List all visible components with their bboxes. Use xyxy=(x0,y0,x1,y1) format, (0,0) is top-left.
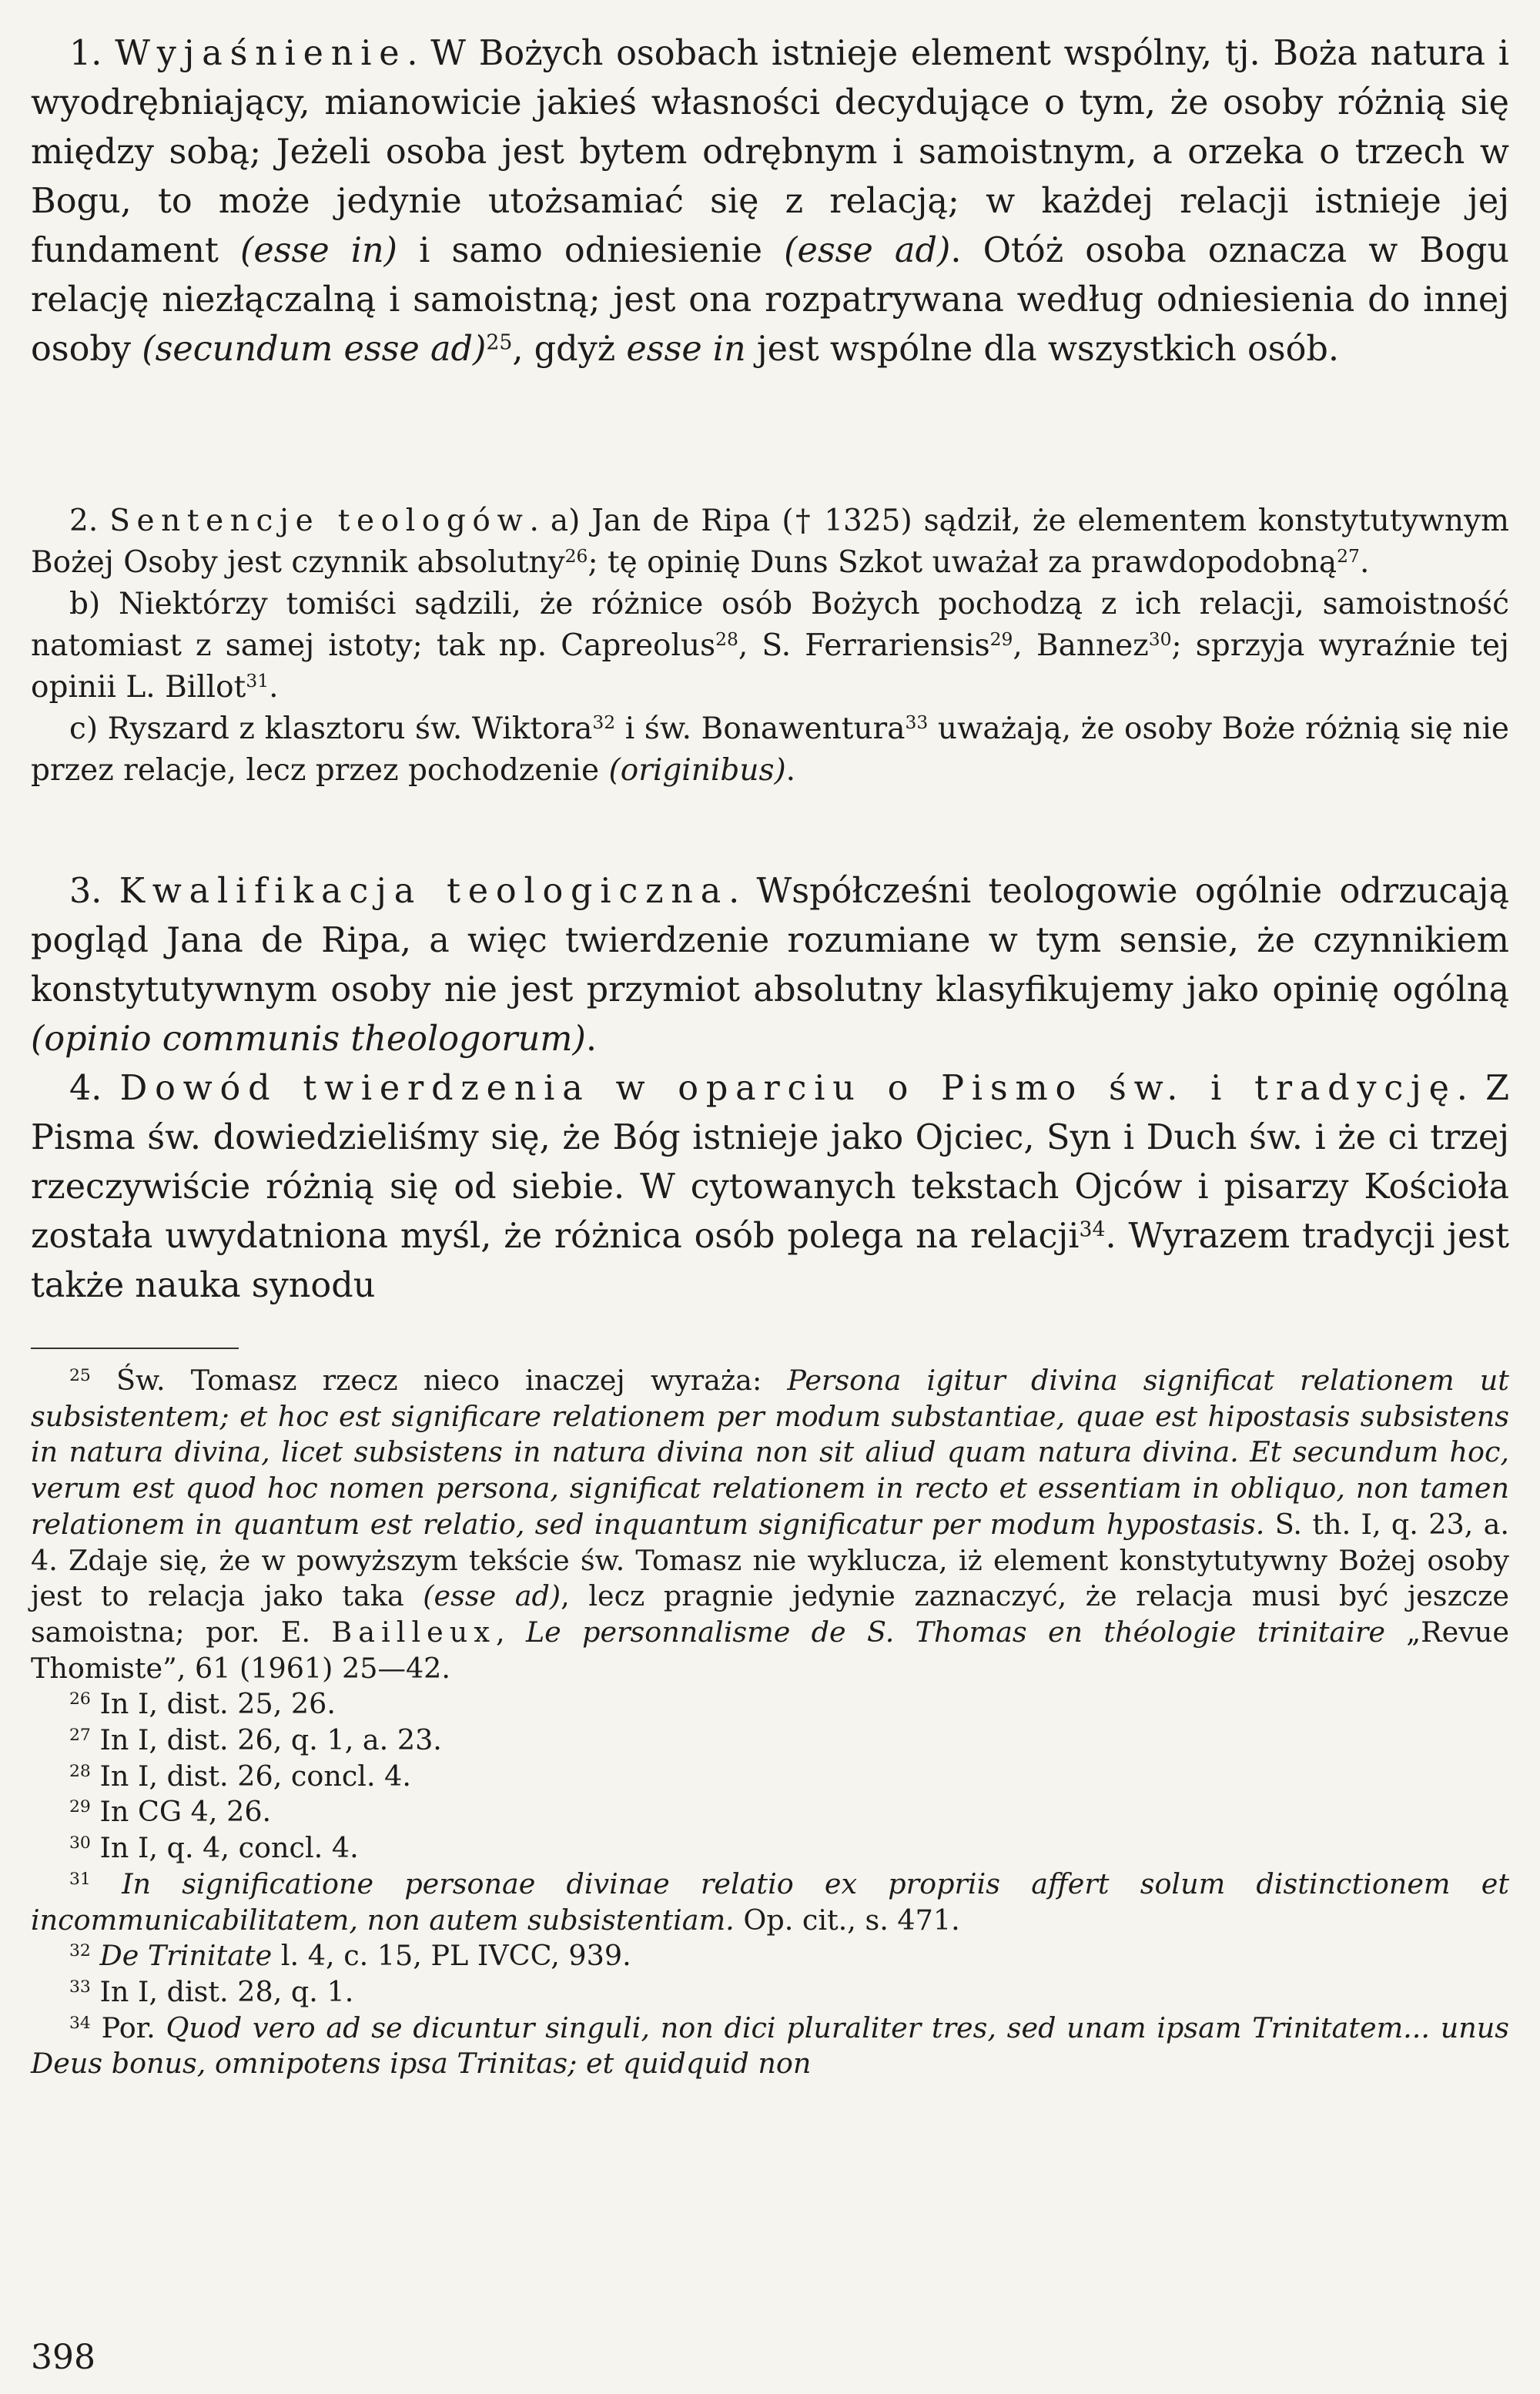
theologians-opinions xyxy=(31,501,1509,792)
paragraph-heading: Dowód twierdzenia w oparciu o Pismo św. i tradycję xyxy=(119,1069,1457,1108)
author-name: Bailleux xyxy=(331,1615,496,1649)
main-text-top xyxy=(31,29,1509,374)
footnote-33: $^{33}$ In I, dist. 28, q. 1. xyxy=(69,1974,354,2008)
footnotes xyxy=(31,1363,1509,2082)
footnote-26: $^{26}$ In I, dist. 25, 26. xyxy=(69,1687,336,1721)
page-number: 398 xyxy=(31,2338,95,2377)
paragraph-1: 1. Wyjaśnienie. W Bożych osobach istnieje element wspólny, tj. Boża natura i wyodrębniający, mianowicie jakieś własności decydujące o tym, że osoby różnią się między sobą; Jeżeli osoba jest bytem odrębnym i samoistnym, a orzeka o trzech w Bogu, to może jedynie utożsamiać się z relacją; w każdej relacji istnieje jej fundament (esse in) i samo odniesienie (esse ad). Otóż osoba oznacza w Bogu relację niezłączalną i samoistną; jest ona rozpatrywana według odniesienia do innej osoby (secundum esse ad)$^{25}$, gdyż esse in jest wspólne dla wszystkich osób. xyxy=(31,34,1510,369)
footnote-32: $^{32}$ De Trinitate l. 4, c. 15, PL IVCC, 939. xyxy=(69,1939,631,1973)
footnote-27: $^{27}$ In I, dist. 26, q. 1, a. 23. xyxy=(69,1723,442,1757)
paragraph-3: 3. Kwalifikacja teologiczna. Współcześni teologowie ogólnie odrzucają pogląd Jana de Ripa, a więc twierdzenie rozumiane w tym sensie, że czynnikiem konstytutywnym osoby nie jest przymiot absolutny klasyfikujemy jako opinię ogólną (opinio communis theologorum). xyxy=(31,872,1509,1059)
footnote-25: $^{25}$ Św. Tomasz rzecz nieco inaczej wyraża: Persona igitur divina significat relationem ut subsistentem; et hoc est significare relationem per modum substantiae, quae est hipostasis subsistens in natura divina, licet subsistens in natura divina non sit aliud quam natura divina. Et secundum hoc, verum est quod hoc nomen persona, significat relationem in recto et essentiam in obliquo, non tamen relationem in quantum est relatio, sed inquantum significatur per modum hypostasis. S. th. I, q. 23, a. 4. Zdaje się, że w powyższym tekście św. Tomasz nie wyklucza, iż element konstytutywny Bożej osoby jest to relacja jako taka (esse ad), lecz pragnie jedynie zaznaczyć, że relacja musi być jeszcze samoistna; por. E. Bailleux, Le personnalisme de S. Thomas en théologie trinitaire „Revue Thomiste”, 61 (1961) 25—42. xyxy=(31,1364,1509,1685)
paragraph-number: 1. xyxy=(69,34,116,73)
paragraph-2: 2. Sentencje teologów. a) Jan de Ripa († 1325) sądził, że elementem konstytutywnym Bożej Osoby jest czynnik absolutny$^{26}$; tę opinię Duns Szkot uważał za prawdopodobną$^{27}$. xyxy=(31,504,1510,580)
main-text-bottom xyxy=(31,867,1509,1311)
footnote-28: $^{28}$ In I, dist. 26, concl. 4. xyxy=(69,1759,411,1793)
paragraph-4: 4. Dowód twierdzenia w oparciu o Pismo św. i tradycję. Z Pisma św. dowiedzieliśmy się, że Bóg istnieje jako Ojciec, Syn i Duch św. i że ci trzej rzeczywiście różnią się od siebie. W cytowanych tekstach Ojców i pisarzy Kościoła została uwydatniona myśl, że różnica osób polega na relacji$^{34}$. Wyrazem tradycji jest także nauka synodu xyxy=(31,1069,1509,1305)
paragraph-heading: Kwalifikacja teologiczna xyxy=(119,872,729,911)
footnote-29: $^{29}$ In CG 4, 26. xyxy=(69,1795,272,1829)
footnote-31: $^{31}$ In significatione personae divinae relatio ex propriis affert solum distinctionem et incommunicabilitatem, non autem subsistentiam. Op. cit., s. 471. xyxy=(31,1867,1509,1937)
footnote-30: $^{30}$ In I, q. 4, concl. 4. xyxy=(69,1831,359,1865)
footnote-divider xyxy=(31,1348,239,1349)
footnote-34: $^{34}$ Por. Quod vero ad se dicuntur singuli, non dici pluraliter tres, sed unam ipsam Trinitatem... unus Deus bonus, omnipotens ipsa Trinitas; et quidquid non xyxy=(31,2011,1509,2081)
paragraph-2b: b) Niektórzy tomiści sądzili, że różnice osób Bożych pochodzą z ich relacji, samoistność natomiast z samej istoty; tak np. Capreolus$^{28}$, S. Ferrariensis$^{29}$, Bannez$^{30}$; sprzyja wyraźnie tej opinii L. Billot$^{31}$. xyxy=(31,587,1509,705)
paragraph-2c: c) Ryszard z klasztoru św. Wiktora$^{32}$ i św. Bonawentura$^{33}$ uważają, że osoby Boże różnią się nie przez relacje, lecz przez pochodzenie (originibus). xyxy=(31,712,1510,788)
paragraph-heading: Wyjaśnienie xyxy=(115,34,407,73)
footnote-ref: 25 xyxy=(486,330,513,355)
paragraph-heading: Sentencje teologów xyxy=(109,504,530,538)
